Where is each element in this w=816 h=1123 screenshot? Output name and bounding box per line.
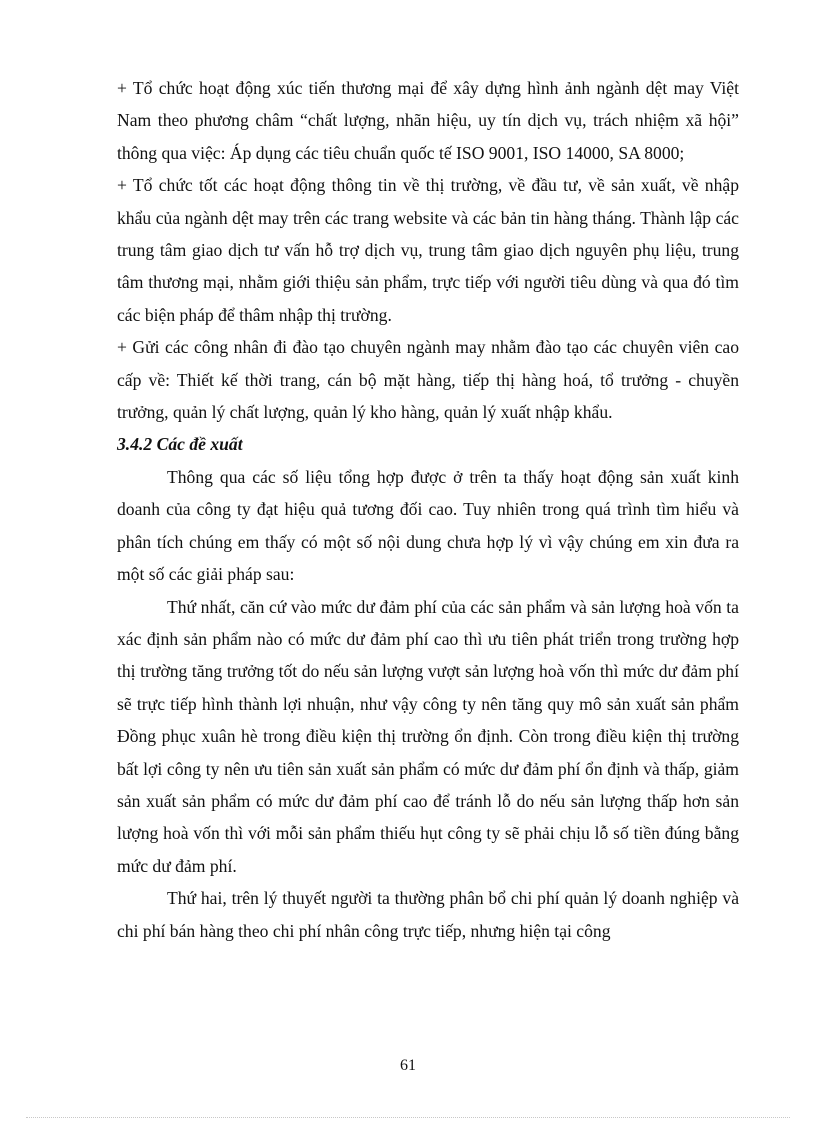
bullet-paragraph-trade-promotion: + Tổ chức hoạt động xúc tiến thương mại để xây dựng hình ảnh ngành dệt may Việt Nam theo phương châm “chất lượng, nhãn hiệu, uy tín dịch vụ, trách nhiệm xã hội” thông qua việc: Áp dụng các tiêu chuẩn quốc tế ISO 9001, ISO 14000, SA 8000; xyxy=(117,78,739,163)
body-paragraph-second-proposal: Thứ hai, trên lý thuyết người ta thường phân bổ chi phí quản lý doanh nghiệp và chi phí bán hàng theo chi phí nhân công trực tiếp, nhưng hiện tại công xyxy=(117,888,739,941)
bullet-paragraph-market-information: + Tổ chức tốt các hoạt động thông tin về thị trường, về đầu tư, về sản xuất, về nhập khẩu của ngành dệt may trên các trang website và các bản tin hàng tháng. Thành lập các trung tâm giao dịch tư vấn hỗ trợ dịch vụ, trung tâm giao dịch nguyên phụ liệu, trung tâm thương mại, nhằm giới thiệu sản phẩm, trực tiếp với người tiêu dùng và qua đó tìm các biện pháp để thâm nhập thị trường. xyxy=(117,175,739,325)
body-paragraph-first-proposal: Thứ nhất, căn cứ vào mức dư đảm phí của các sản phẩm và sản lượng hoà vốn ta xác định sản phẩm nào có mức dư đảm phí cao thì ưu tiên phát triển trong trường hợp thị trường tăng trưởng tốt do nếu sản lượng vượt sản lượng hoà vốn thì mức dư đảm phí sẽ trực tiếp hình thành lợi nhuận, như vậy công ty nên tăng quy mô sản xuất sản phẩm Đồng phục xuân hè trong điều kiện thị trường ổn định. Còn trong điều kiện thị trường bất lợi công ty nên ưu tiên sản xuất sản phẩm có mức dư đảm phí ổn định và thấp, giảm sản xuất sản phẩm có mức dư đảm phí cao để tránh lỗ do nếu sản lượng thấp hơn sản lượng hoà vốn thì với mỗi sản phẩm thiếu hụt công ty sẽ phải chịu lỗ số tiền đúng bằng mức dư đảm phí. xyxy=(117,596,739,876)
page-bottom-divider xyxy=(26,1117,790,1118)
page-number: 61 xyxy=(400,1057,416,1074)
body-paragraph-overview: Thông qua các số liệu tổng hợp được ở trên ta thấy hoạt động sản xuất kinh doanh của công ty đạt hiệu quả tương đối cao. Tuy nhiên trong quá trình tìm hiểu và phân tích chúng em thấy có một số nội dung chưa hợp lý vì vậy chúng em xin đưa ra một số các giải pháp sau: xyxy=(117,466,739,585)
bullet-paragraph-worker-training: + Gửi các công nhân đi đào tạo chuyên ngành may nhằm đào tạo các chuyên viên cao cấp về: Thiết kế thời trang, cán bộ mặt hàng, tiếp thị hàng hoá, tổ trưởng - chuyền trưởng, quản lý chất lượng, quản lý kho hàng, quản lý xuất nhập khẩu. xyxy=(117,337,739,423)
section-heading: 3.4.2 Các đề xuất xyxy=(117,434,243,455)
document-page xyxy=(117,72,739,947)
